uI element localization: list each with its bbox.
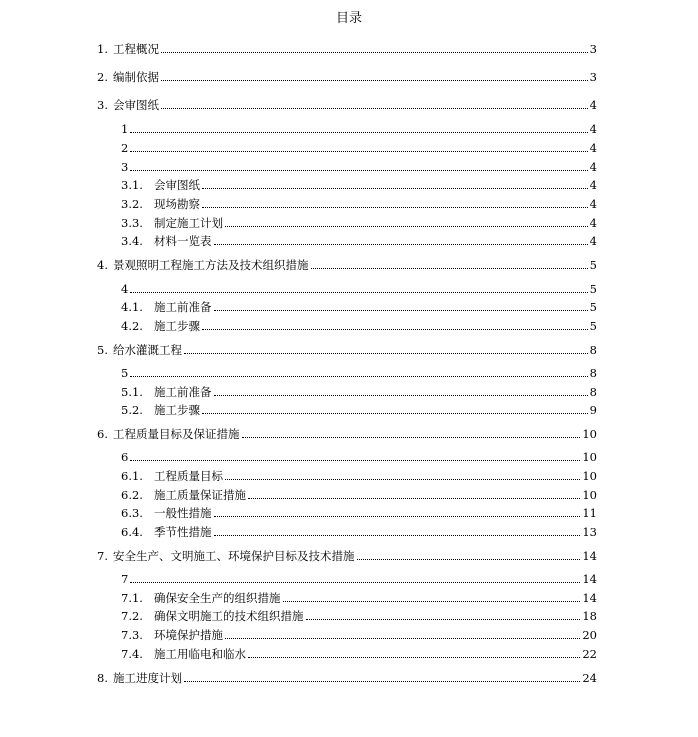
toc-leader-dots <box>214 244 588 245</box>
toc-entry-number: 2. <box>97 70 108 84</box>
toc-entry-label: 确保安全生产的组织措施 <box>154 591 281 605</box>
toc-entry[interactable] <box>97 96 597 112</box>
toc-entry-number: 6. <box>97 427 108 441</box>
toc-entry-number: 6.4. <box>121 525 143 539</box>
toc-entry[interactable] <box>121 570 597 586</box>
toc-leader-dots <box>184 681 580 682</box>
toc-leader-dots <box>202 329 588 330</box>
toc-entry-number: 5. <box>97 343 108 357</box>
toc-leader-dots <box>225 638 580 639</box>
toc-entry-label: 工程概况 <box>113 42 159 56</box>
toc-entry-label: 会审图纸 <box>113 98 159 112</box>
toc-entry-number: 4. <box>97 258 108 272</box>
toc-entry-page-number: 4 <box>589 122 597 136</box>
toc-entry-page-number: 5 <box>589 300 597 314</box>
toc-entry-page-number: 4 <box>589 160 597 174</box>
toc-entry-label: 工程质量目标及保证措施 <box>113 427 240 441</box>
toc-entry-page-number: 4 <box>589 141 597 155</box>
toc-entry[interactable] <box>121 401 597 417</box>
toc-entry-number: 3.3. <box>121 216 143 230</box>
toc-entry-page-number: 4 <box>589 197 597 211</box>
toc-entry[interactable] <box>121 298 597 314</box>
toc-leader-dots <box>248 657 580 658</box>
toc-entry-label: 给水灌溉工程 <box>113 343 182 357</box>
toc-entry-number: 7.2. <box>121 609 143 623</box>
toc-entry-label: 材料一览表 <box>154 234 212 248</box>
toc-entry-page-number: 14 <box>582 549 597 563</box>
toc-entry-label: 制定施工计划 <box>154 216 223 230</box>
toc-leader-dots <box>130 292 587 293</box>
toc-entry-label: 施工质量保证措施 <box>154 488 246 502</box>
toc-entry[interactable] <box>97 256 597 272</box>
toc-entry-number: 5 <box>121 366 129 380</box>
toc-entry[interactable] <box>121 645 597 661</box>
toc-leader-dots <box>311 268 588 269</box>
toc-entry[interactable] <box>121 504 597 520</box>
toc-entry[interactable] <box>121 448 597 464</box>
toc-leader-dots <box>357 559 581 560</box>
toc-entry[interactable] <box>121 626 597 642</box>
toc-entry-page-number: 4 <box>589 178 597 192</box>
toc-entry[interactable] <box>121 232 597 248</box>
toc-entry-page-number: 10 <box>582 488 597 502</box>
toc-leader-dots <box>161 108 588 109</box>
toc-entry-label: 施工前准备 <box>154 300 212 314</box>
toc-entry-page-number: 3 <box>589 42 597 56</box>
toc-entry-label: 施工步骤 <box>154 319 200 333</box>
toc-entry-label: 一般性措施 <box>154 506 212 520</box>
toc-entry-page-number: 22 <box>582 647 597 661</box>
toc-leader-dots <box>202 413 588 414</box>
toc-entry-page-number: 10 <box>582 427 597 441</box>
toc-entry-page-number: 5 <box>589 282 597 296</box>
toc-entry[interactable] <box>121 317 597 333</box>
toc-entry-page-number: 5 <box>589 258 597 272</box>
toc-leader-dots <box>130 582 580 583</box>
toc-entry-page-number: 24 <box>582 671 597 685</box>
toc-entry-label: 确保文明施工的技术组织措施 <box>154 609 304 623</box>
toc-entry-number: 3.2. <box>121 197 143 211</box>
toc-entry-number: 6.3. <box>121 506 143 520</box>
toc-entry-label: 施工前准备 <box>154 385 212 399</box>
toc-entry-page-number: 14 <box>582 591 597 605</box>
toc-entry-number: 4.1. <box>121 300 143 314</box>
toc-entry[interactable] <box>121 383 597 399</box>
toc-entry-number: 1 <box>121 122 129 136</box>
toc-entry[interactable] <box>121 120 597 136</box>
toc-entry-number: 7.1. <box>121 591 143 605</box>
toc-entry-label: 环境保护措施 <box>154 628 223 642</box>
toc-entry-number: 1. <box>97 42 108 56</box>
toc-entry-page-number: 8 <box>589 343 597 357</box>
toc-entry-page-number: 11 <box>582 506 597 520</box>
toc-entry[interactable] <box>121 280 597 296</box>
toc-leader-dots <box>202 188 588 189</box>
toc-leader-dots <box>202 207 588 208</box>
toc-leader-dots <box>161 52 588 53</box>
toc-entry-label: 施工用临电和临水 <box>154 647 246 661</box>
toc-entry-page-number: 3 <box>589 70 597 84</box>
toc-entry-number: 5.1. <box>121 385 143 399</box>
toc-leader-dots <box>161 80 588 81</box>
toc-entry-page-number: 13 <box>582 525 597 539</box>
toc-entry-number: 8. <box>97 671 108 685</box>
toc-entry-number: 2 <box>121 141 129 155</box>
toc-entry-number: 7 <box>121 572 129 586</box>
toc-entry[interactable] <box>121 195 597 211</box>
toc-entry[interactable] <box>121 139 597 155</box>
toc-entry-page-number: 10 <box>582 469 597 483</box>
toc-entry[interactable] <box>97 669 597 685</box>
toc-entry[interactable] <box>97 547 597 563</box>
toc-entry-label: 景观照明工程施工方法及技术组织措施 <box>113 258 309 272</box>
toc-entry-page-number: 14 <box>582 572 597 586</box>
toc-entry[interactable] <box>121 158 597 174</box>
page-title: 目录 <box>335 11 362 26</box>
toc-entry-label: 工程质量目标 <box>154 469 223 483</box>
toc-leader-dots <box>130 170 587 171</box>
toc-entry[interactable] <box>97 68 597 84</box>
toc-entry-label: 会审图纸 <box>154 178 200 192</box>
toc-entry-number: 3. <box>97 98 108 112</box>
toc-leader-dots <box>214 395 588 396</box>
toc-entry-number: 7. <box>97 549 108 563</box>
toc-entry-number: 3 <box>121 160 129 174</box>
toc-entry-number: 3.4. <box>121 234 143 248</box>
toc-leader-dots <box>283 601 581 602</box>
toc-leader-dots <box>130 151 587 152</box>
toc-entry-page-number: 10 <box>582 450 597 464</box>
toc-entry-label: 季节性措施 <box>154 525 212 539</box>
toc-entry[interactable] <box>97 425 597 441</box>
toc-leader-dots <box>225 226 588 227</box>
toc-entry[interactable] <box>121 176 597 192</box>
toc-entry-page-number: 8 <box>589 366 597 380</box>
toc-entry[interactable] <box>121 214 597 230</box>
toc-leader-dots <box>130 460 580 461</box>
toc-entry-page-number: 5 <box>589 319 597 333</box>
toc-entry-number: 7.3. <box>121 628 143 642</box>
toc-entry-label: 施工步骤 <box>154 403 200 417</box>
toc-entry[interactable] <box>121 467 597 483</box>
toc-entry-page-number: 4 <box>589 234 597 248</box>
toc-entry[interactable] <box>97 341 597 357</box>
toc-leader-dots <box>214 516 581 517</box>
toc-entry-number: 4.2. <box>121 319 143 333</box>
toc-entry-number: 6.1. <box>121 469 143 483</box>
toc-leader-dots <box>306 619 581 620</box>
toc-entry-label: 编制依据 <box>113 70 159 84</box>
toc-entry-number: 7.4. <box>121 647 143 661</box>
toc-entry[interactable] <box>121 607 597 623</box>
toc-leader-dots <box>214 310 588 311</box>
toc-entry-page-number: 4 <box>589 216 597 230</box>
toc-entry-label: 现场勘察 <box>154 197 200 211</box>
toc-entry[interactable] <box>121 486 597 502</box>
toc-entry-number: 5.2. <box>121 403 143 417</box>
toc-leader-dots <box>130 132 587 133</box>
toc-entry-page-number: 4 <box>589 98 597 112</box>
toc-entry[interactable] <box>121 589 597 605</box>
toc-leader-dots <box>130 376 587 377</box>
toc-entry-number: 4 <box>121 282 129 296</box>
toc-entry-label: 安全生产、文明施工、环境保护目标及技术措施 <box>113 549 355 563</box>
toc-leader-dots <box>248 498 580 499</box>
toc-leader-dots <box>214 535 581 536</box>
toc-leader-dots <box>225 479 580 480</box>
toc-entry-number: 3.1. <box>121 178 143 192</box>
toc-entry-page-number: 8 <box>589 385 597 399</box>
toc-leader-dots <box>242 437 581 438</box>
toc-entry-page-number: 20 <box>582 628 597 642</box>
toc-entry[interactable] <box>121 523 597 539</box>
toc-entry-label: 施工进度计划 <box>113 671 182 685</box>
toc-entry[interactable] <box>97 40 597 56</box>
toc-entry-page-number: 18 <box>582 609 597 623</box>
toc-entry-number: 6.2. <box>121 488 143 502</box>
toc-leader-dots <box>184 353 588 354</box>
toc-entry[interactable] <box>121 364 597 380</box>
toc-entry-page-number: 9 <box>589 403 597 417</box>
toc-entry-number: 6 <box>121 450 129 464</box>
